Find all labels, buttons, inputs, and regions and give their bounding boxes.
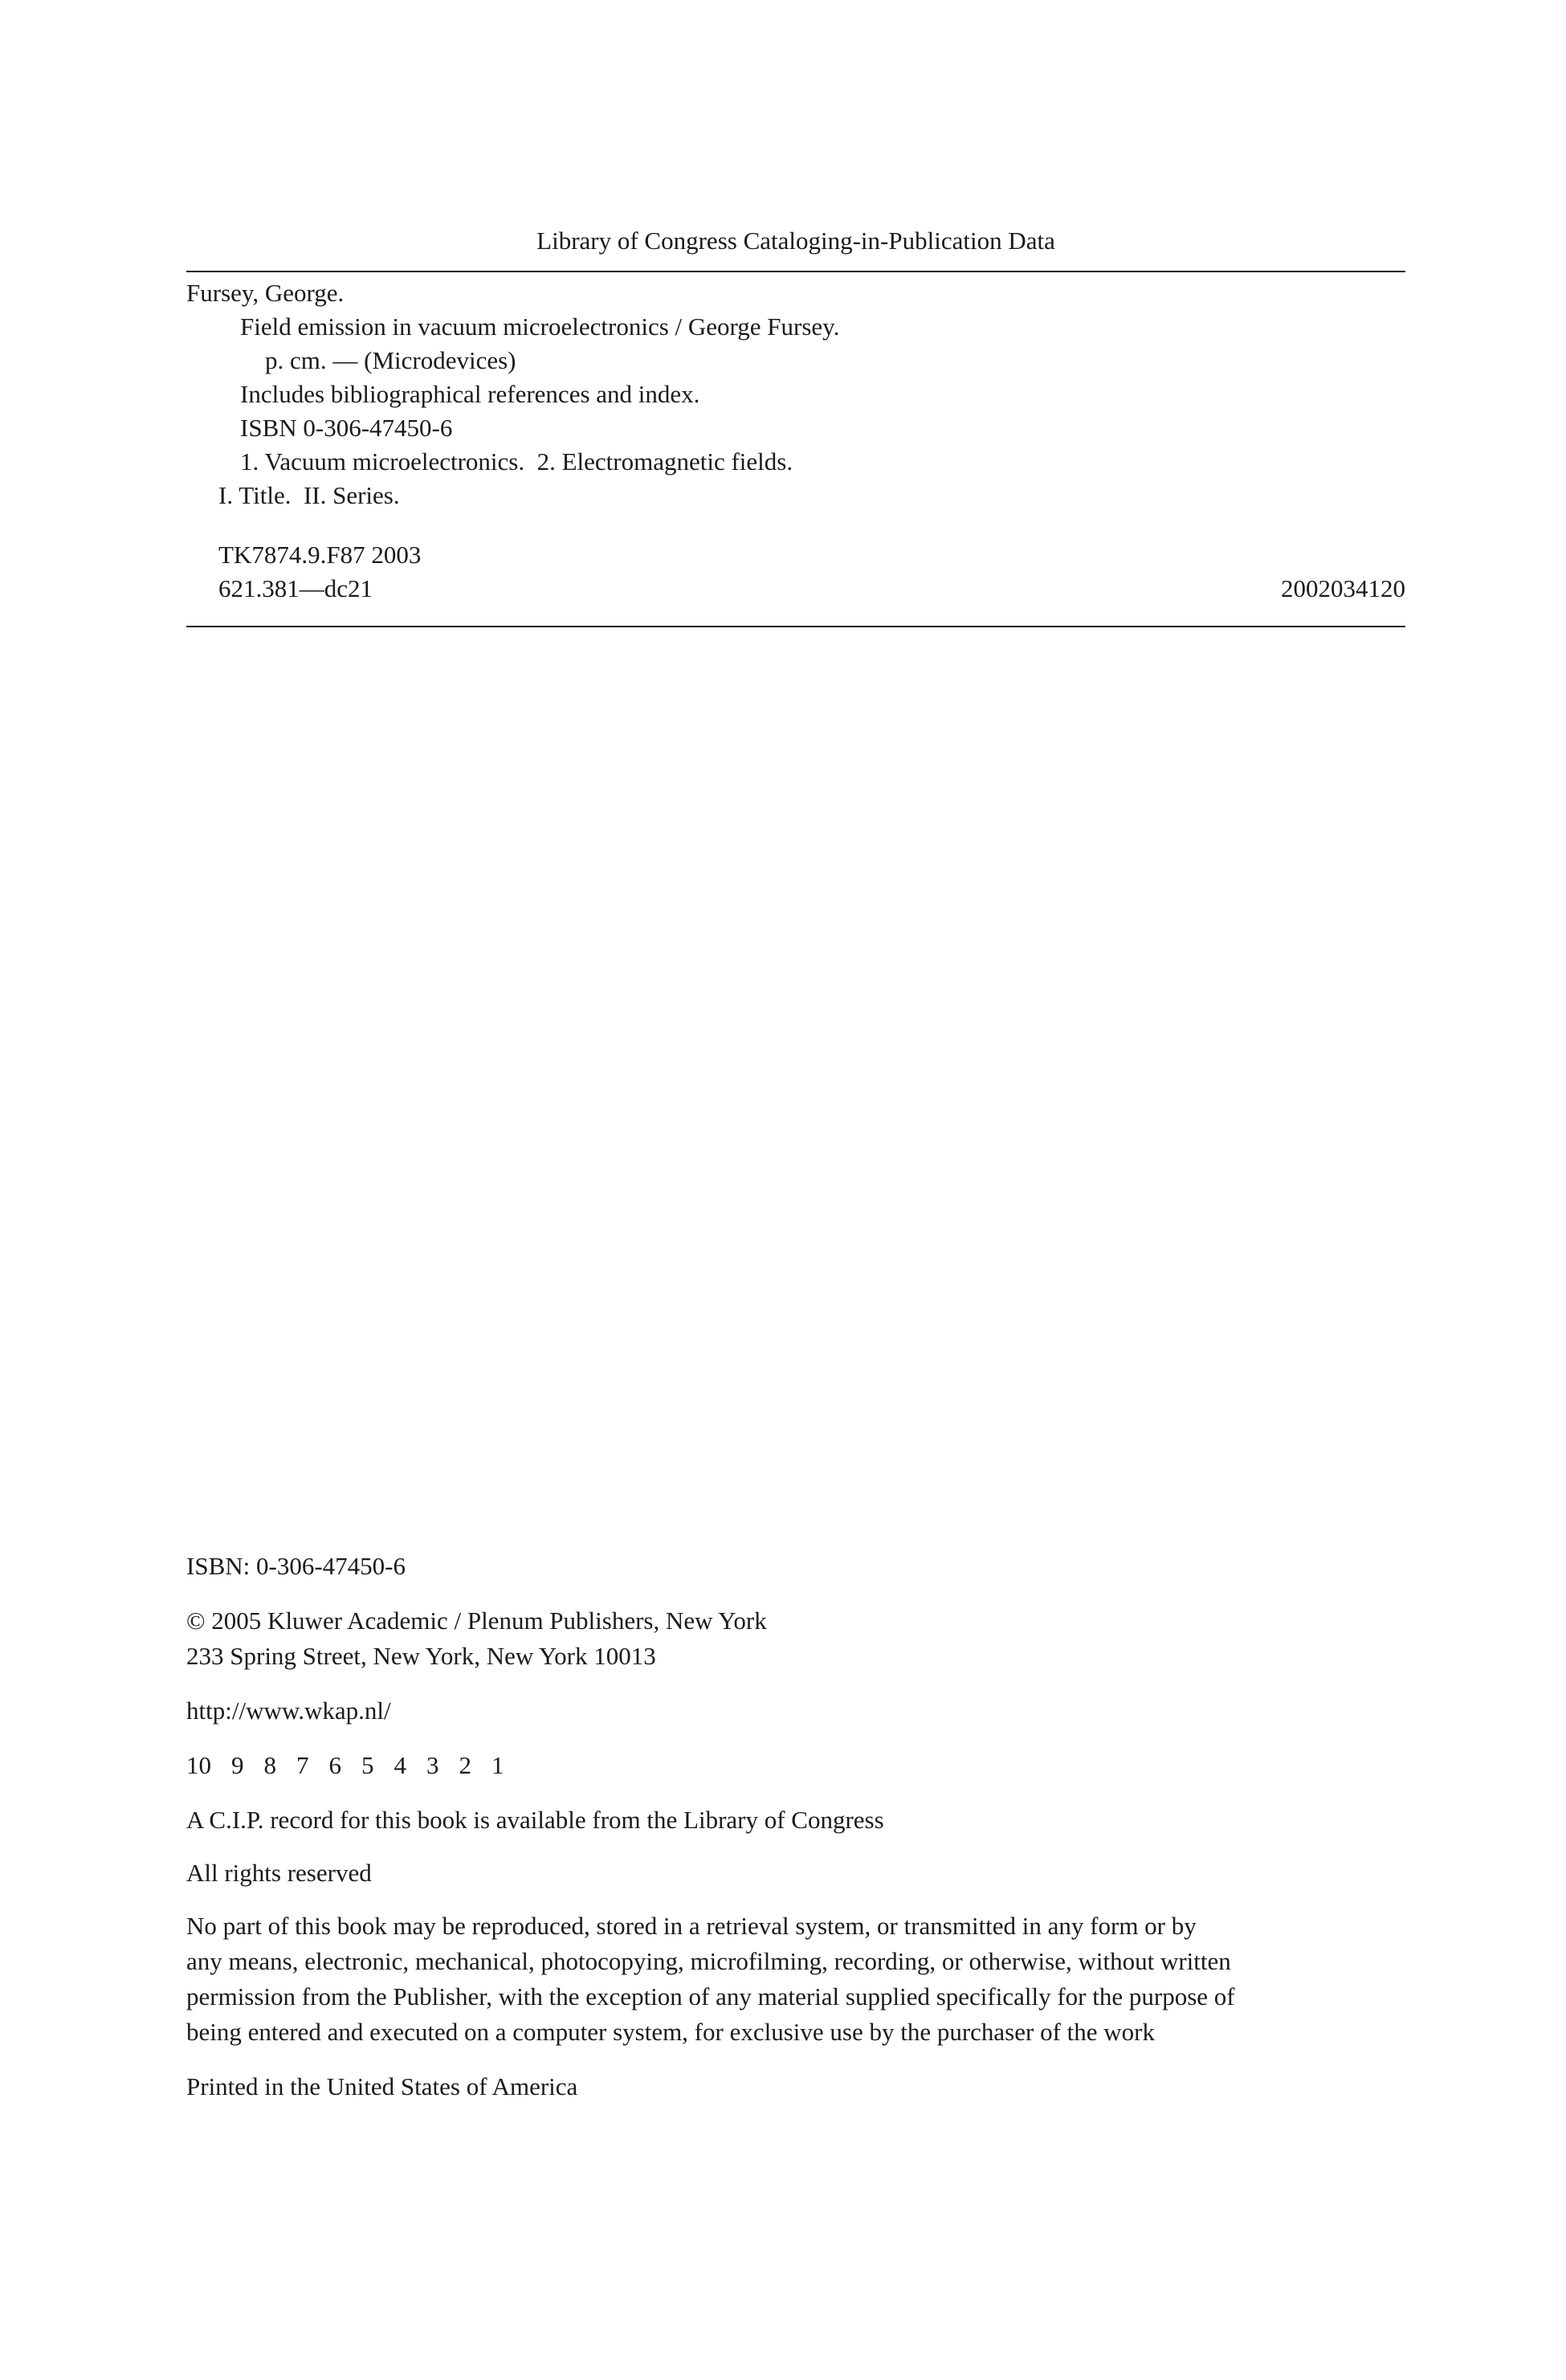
printing-number: 9 — [231, 1751, 244, 1779]
cip-notes: Includes bibliographical references and index. — [240, 380, 700, 408]
cip-title-line: Field emission in vacuum microelectronics / George Fursey. — [240, 312, 840, 341]
cip-physical-description: p. cm. — (Microdevices) — [265, 346, 516, 374]
printing-number: 3 — [426, 1751, 439, 1779]
cip-subjects: 1. Vacuum microelectronics. 2. Electromagnetic fields. — [240, 447, 793, 476]
cip-lc-call-number: TK7874.9.F87 2003 — [218, 541, 422, 569]
cip-heading: Library of Congress Cataloging-in-Publication Data — [536, 227, 1055, 255]
printing-number: 10 — [186, 1751, 211, 1779]
rights-paragraph-line: being entered and executed on a computer system, for exclusive use by the purchaser of the work — [186, 2018, 1155, 2046]
printing-number: 2 — [459, 1751, 471, 1779]
imprint-printed-in: Printed in the United States of America — [186, 2072, 578, 2100]
printing-line — [186, 1748, 524, 1783]
imprint-copyright: © 2005 Kluwer Academic / Plenum Publishers, New York — [186, 1606, 767, 1635]
imprint-rights: All rights reserved — [186, 1859, 372, 1887]
imprint-address: 233 Spring Street, New York, New York 10013 — [186, 1642, 656, 1670]
printing-number: 7 — [296, 1751, 309, 1779]
imprint-url[interactable]: http://www.wkap.nl/ — [186, 1696, 391, 1725]
cip-top-rule — [186, 271, 1405, 272]
rights-paragraph-line: permission from the Publisher, with the exception of any material supplied specifically for the purpose of — [186, 1982, 1235, 2011]
rights-paragraph-line: No part of this book may be reproduced, stored in a retrieval system, or transmitted in any form or by — [186, 1912, 1197, 1940]
printing-number: 5 — [361, 1751, 374, 1779]
printing-number: 4 — [394, 1751, 406, 1779]
imprint-cip-record: A C.I.P. record for this book is available from the Library of Congress — [186, 1806, 884, 1834]
rights-paragraph — [186, 1908, 1359, 2050]
imprint-isbn: ISBN: 0-306-47450-6 — [186, 1552, 406, 1580]
printing-number: 6 — [328, 1751, 341, 1779]
cip-bottom-rule — [186, 626, 1405, 627]
cip-dewey-number: 621.381—dc21 — [218, 574, 373, 602]
printing-number: 8 — [263, 1751, 276, 1779]
cip-added-entries: I. Title. II. Series. — [218, 481, 400, 509]
rights-paragraph-line: any means, electronic, mechanical, photocopying, microfilming, recording, or otherwise, without written — [186, 1947, 1231, 1975]
cip-lccn: 2002034120 — [1281, 574, 1405, 602]
printing-number: 1 — [491, 1751, 504, 1779]
cip-author: Fursey, George. — [186, 279, 345, 307]
cip-isbn: ISBN 0-306-47450-6 — [240, 414, 453, 442]
